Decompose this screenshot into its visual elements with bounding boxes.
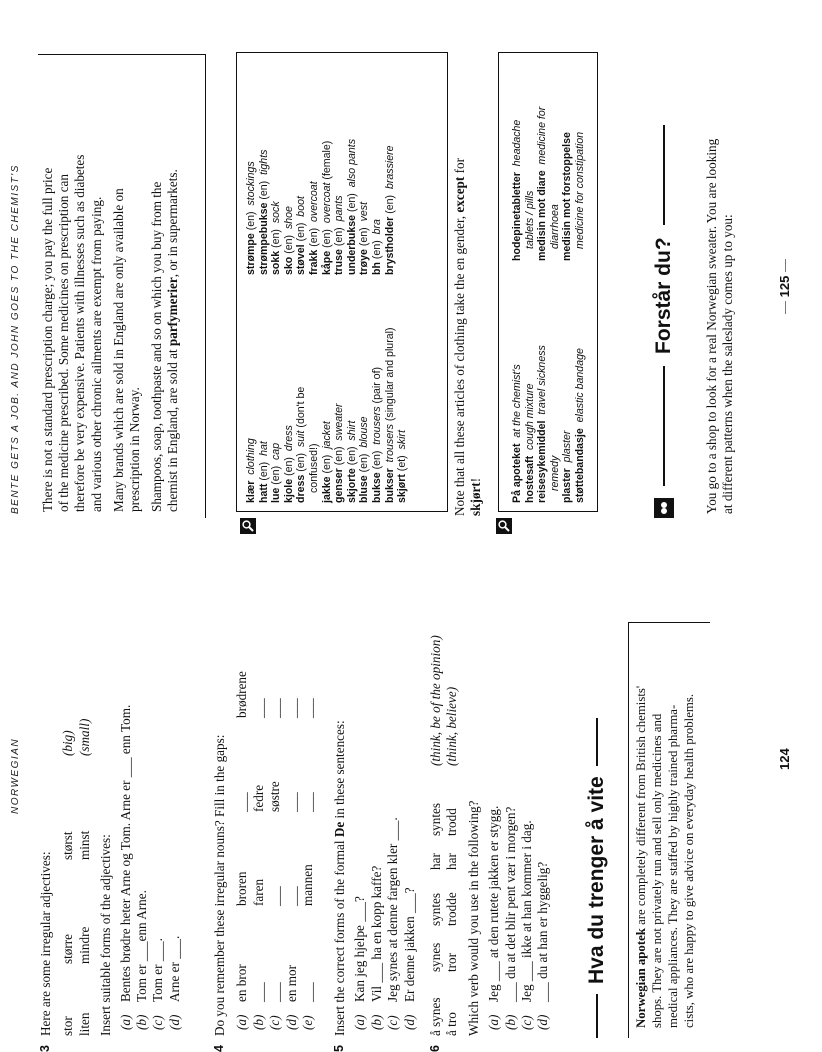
adjective-row: stor større størst (big) [60, 730, 76, 1036]
vocab-entry: skjørt (et) skirt [396, 429, 409, 503]
exercise-item: (a) Kan jeg hjelpe ___? [352, 896, 368, 1030]
vocab-entry: confused!) [307, 443, 320, 493]
running-head: NORWEGIAN [10, 737, 21, 814]
vocab-entry: jakke (en) jacket [320, 421, 333, 503]
vocab-entry: dress (en) suit (don't be [295, 386, 308, 503]
exercise-5-intro: Insert the correct forms of the formal De in these sentences: [332, 720, 347, 1036]
clothing-vocab-box [236, 52, 448, 512]
verb-row: å tro tror trodde har trodd (think, believe) [444, 686, 460, 1036]
exercise-5-number: 5 [332, 1045, 346, 1052]
exercise-item: (c) Tom er ___. [150, 938, 166, 1030]
vocab-entry: hodepinetabletter headache [511, 119, 523, 261]
forstar-intro: You go to a shop to look for a real Norwegian sweater. You are looking at different patterns when the saleslady comes up to you: [704, 138, 736, 514]
vocab-entry: tablets / pills [523, 190, 536, 249]
exercise-item: (b) ___ du at det blir pent vær i morgen? [502, 806, 518, 1030]
vocab-entry: medisin mot forstoppelse [561, 132, 574, 261]
exercise-3-intro: Here are some irregular adjectives: [38, 851, 53, 1036]
info-box: Norwegian apotek are completely different from British chemists' shops. They are not privately run and sell only medicines and medical appliances. They are staffed by highly trained pharma- cists, who are happy to give advice on everyday health problems. [628, 622, 710, 1038]
exercise-3 [38, 705, 183, 1036]
clothing-vocab-col1 [245, 283, 409, 503]
left-page [0, 526, 822, 1052]
vocab-entry: medicine for constipation [573, 131, 586, 249]
exercise-item: (c) Jeg ___ ikke at han kommer i dag. [519, 820, 535, 1030]
exercise-4-intro: Do you remember these irregular nouns? Fill in the gaps: [212, 734, 227, 1036]
exercise-6-number: 6 [428, 1045, 442, 1052]
vocab-entry: støvel (en) boot [295, 196, 308, 275]
vocab-entry: reisesykemiddel travel sickness [536, 345, 549, 503]
listening-icon [654, 498, 674, 518]
adjective-row: liten mindre minst (small) [76, 718, 92, 1036]
vocab-entry: medisin mot diare medicine for [536, 106, 549, 261]
chemist-vocab-col1 [511, 263, 587, 503]
vocab-entry: kjole (en) dress [282, 425, 295, 503]
exercise-item: (d) ___ du at han er hyggelig? [535, 861, 551, 1030]
vocab-entry: bh (en) bra [370, 219, 383, 275]
vocab-entry: plaster plaster [561, 430, 574, 503]
vocab-entry: sko (en) shoe [282, 206, 295, 275]
vocab-entry: frakk (en) overcoat [307, 181, 320, 275]
page-number: 124 [777, 748, 792, 770]
vocab-entry: brystholder (en) brassiere [383, 145, 396, 275]
vocab-entry: hatt (en) hat [257, 441, 270, 503]
exercise-item: (d) Er denne jakken ___? [401, 887, 417, 1030]
vocab-entry: strømpebukse (en) tights [257, 149, 270, 275]
vocab-entry: bukse (en) trousers (pair of) [370, 366, 383, 503]
chemist-vocab-col2 [511, 55, 587, 261]
exercise-item: (a) Jeg ___ at den rutete jakken er stygg. [486, 805, 502, 1030]
exercise-6 [428, 635, 552, 1036]
exercise-5 [332, 720, 418, 1036]
vocab-entry: støttebandasje elastic bandage [573, 348, 586, 503]
vocab-entry: remedy [548, 455, 561, 491]
noun-row: (b) ___ faren fedre ___ [250, 698, 266, 1030]
vocab-entry: sokk (en) sock [270, 201, 283, 275]
exercise-item: (c) Jeg synes at denne fargen kler ___. [385, 817, 401, 1030]
section-heading: Hva du trenger å vite [585, 718, 609, 1038]
exercise-6-question: Which verb would you use in the following? [465, 800, 481, 1036]
vocab-entry: diarrhoea [548, 204, 561, 249]
clothing-vocab-col2 [245, 55, 396, 275]
page-number: — 125 — [777, 259, 792, 314]
exercise-item: (b) Vil ___ ha en kopp kaffe? [368, 865, 384, 1030]
gender-note: Note that all these articles of clothing take the en gender, except for skjørt! [452, 158, 484, 516]
info-box-continued: There is not a standard prescription charge; you pay the full price of the medicine prescribed. Some medicines on prescription can therefore be very expensive. Patients with illnesses such as diabetes and various other chronic ailments are exempt from paying. Many brands which are sold in England are only available on prescription in Norway. Shampoos, soap, toothpaste and so on which you buy from the chemist in England, are sold at parfymerier, or in supermarkets. [38, 54, 206, 518]
vocab-entry: bukser trousers (singular and plural) [383, 327, 396, 503]
vocab-entry: lue (en) cap [270, 442, 283, 503]
vocab-entry: trøye (en) vest [358, 201, 371, 275]
vocab-entry: klær clothing [245, 438, 257, 503]
vocab-entry: På apoteket at the chemist's [511, 364, 523, 503]
noun-row: (a) en bror broren ___ brødrene [234, 671, 250, 1030]
exercise-4 [212, 671, 316, 1036]
vocab-entry: hostesaft cough mixture [523, 383, 536, 503]
exercise-item: (d) Arne er ___. [166, 935, 182, 1030]
magnifier-icon [240, 518, 256, 534]
running-head: BENTE GETS A JOB. AND JOHN GOES TO THE CHEMIST'S [10, 164, 21, 514]
noun-row: (d) en mor ___ ___ ___ [283, 698, 299, 1030]
verb-row: å synes synes syntes har syntes (think, be of the opinion) [428, 635, 443, 1036]
magnifier-icon [496, 518, 512, 534]
vocab-entry: bluse (en) blouse [358, 416, 371, 503]
vocab-entry: kåpe (en) overcoat (female) [320, 140, 333, 275]
vocab-entry: strømpe (en) stockings [245, 161, 257, 275]
vocab-entry: genser (en) sweater [333, 403, 346, 503]
noun-row: (e) ___ mannen ___ ___ [300, 698, 316, 1030]
exercise-item: (a) Bentes brødre heter Arne og Tom. Arne er ___ enn Tom. [117, 704, 133, 1030]
vocab-entry: truse (en) pants [333, 195, 346, 275]
vocab-entry: skjorte (en) shirt [345, 420, 358, 503]
exercise-3-instruction: Insert suitable forms of the adjectives: [98, 834, 114, 1036]
forstar-heading: Forstår du? [652, 125, 676, 486]
exercise-4-number: 4 [212, 1045, 226, 1052]
noun-row: (c) ___ ___ søstre ___ [267, 698, 283, 1030]
chemist-vocab-box [498, 52, 598, 512]
exercise-item: (b) Tom er ___enn Arne. [134, 890, 150, 1030]
vocab-entry: underbukse (en) also pants [345, 138, 358, 275]
exercise-3-number: 3 [38, 1045, 52, 1052]
